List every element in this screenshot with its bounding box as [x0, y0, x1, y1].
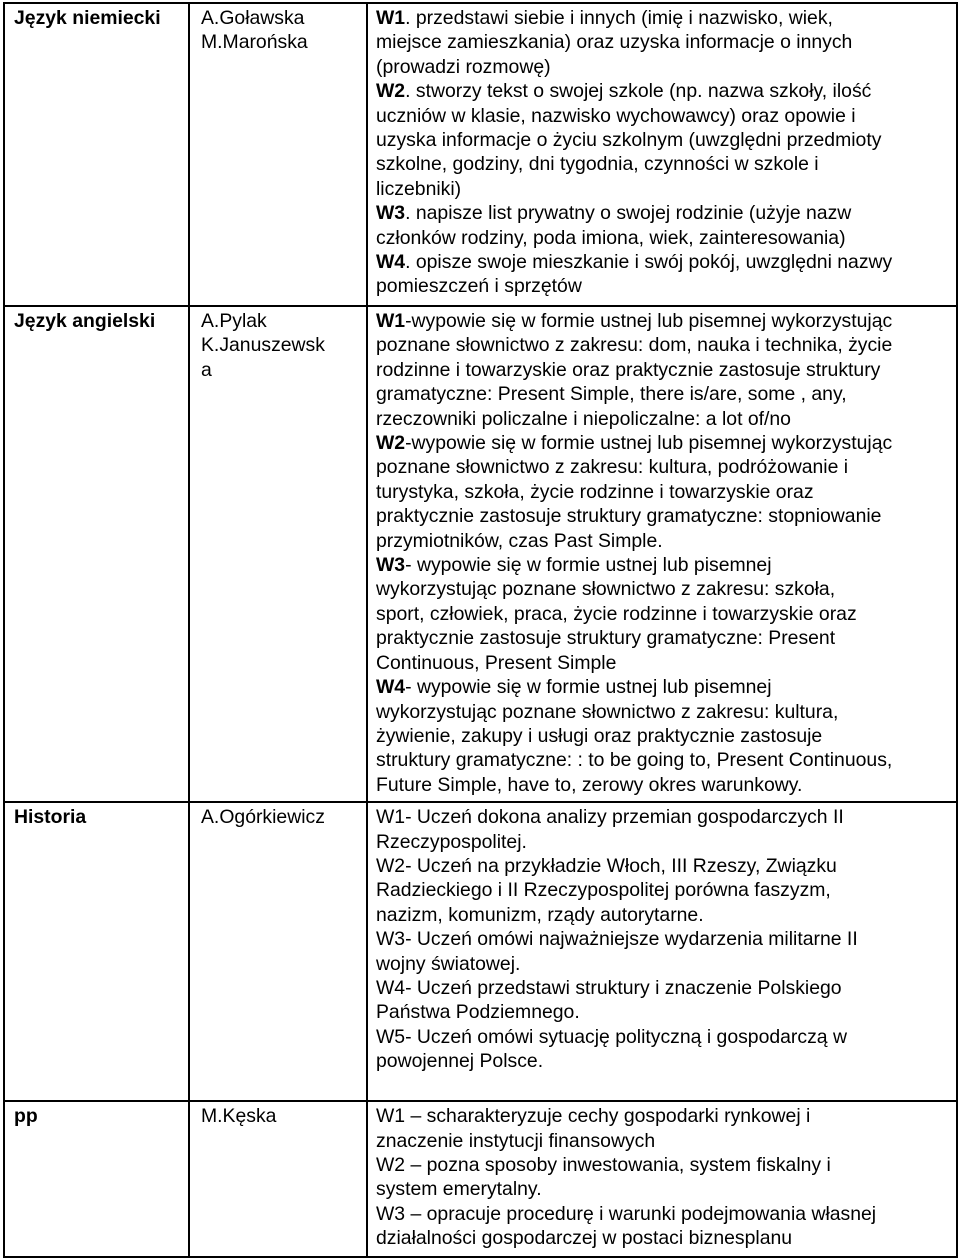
requirement-line	[376, 805, 952, 829]
requirement-line	[376, 226, 952, 250]
table-row	[4, 3, 957, 306]
requirements-cell	[367, 3, 957, 306]
requirement-text: W2 – pozna sposoby inwestowania, system fiskalny i	[376, 1153, 831, 1176]
requirement-code: W4	[376, 676, 406, 699]
requirement-line	[376, 1104, 952, 1128]
requirement-line	[376, 358, 952, 382]
subject-cell: Historia	[4, 802, 189, 1101]
teacher-name: A.Pylak	[201, 310, 267, 332]
requirement-line	[376, 201, 952, 225]
teacher-cell	[189, 306, 367, 802]
requirement-line	[376, 1000, 952, 1024]
requirement-line	[376, 553, 952, 577]
teacher-name: K.Januszewsk	[201, 334, 325, 357]
requirement-line	[376, 1226, 952, 1250]
requirement-line	[376, 626, 952, 650]
requirement-text: system emerytalny.	[376, 1178, 542, 1201]
requirement-text: - wypowie się w formie ustnej lub pisemnej	[405, 554, 772, 577]
teacher-name: A.Ogórkiewicz	[201, 806, 325, 829]
teacher-cell	[189, 802, 367, 1101]
requirement-text: nazizm, komunizm, rządy autorytarne.	[376, 903, 704, 926]
requirement-line	[376, 79, 952, 103]
requirement-text: praktycznie zastosuje struktury gramatyczne: Present	[376, 627, 836, 650]
requirement-text: pomieszczeń i sprzętów	[376, 275, 582, 298]
requirement-text: Rzeczypospolitej.	[376, 830, 527, 853]
requirement-text: żywienie, zakupy i usługi oraz praktycznie zastosuje	[376, 724, 823, 747]
requirement-text: W1- Uczeń dokona analizy przemian gospodarczych II	[376, 806, 844, 829]
requirement-code: W2	[376, 432, 406, 455]
requirement-code: W1	[376, 7, 406, 29]
requirement-text: Future Simple, have to, zerowy okres warunkowy.	[376, 773, 803, 796]
requirement-line	[376, 976, 952, 1000]
requirement-text: liczebniki)	[376, 177, 462, 200]
requirement-line	[376, 274, 952, 298]
requirement-code: W4	[376, 251, 406, 274]
requirement-text: W1 – scharakteryzuje cechy gospodarki rynkowej i	[376, 1105, 811, 1128]
requirement-text: Radzieckiego i II Rzeczypospolitej porówna faszyzm,	[376, 879, 831, 902]
requirement-text: rodzinne i towarzyskie oraz praktycznie zastosuje struktury	[376, 358, 881, 381]
requirement-line	[376, 55, 952, 79]
requirement-text: znaczenie instytucji finansowych	[376, 1129, 656, 1152]
requirement-line	[376, 480, 952, 504]
requirement-text: przymiotników, czas Past Simple.	[376, 529, 663, 552]
requirement-text: W3 – opracuje procedurę i warunki podejmowania własnej	[376, 1202, 877, 1225]
curriculum-table	[3, 2, 958, 1258]
requirement-line	[376, 878, 952, 902]
requirement-code: W3	[376, 202, 406, 225]
requirement-text: - wypowie się w formie ustnej lub pisemnej	[405, 676, 772, 699]
requirement-line	[376, 1049, 952, 1073]
requirement-text: struktury gramatyczne: : to be going to, Present Continuous,	[376, 749, 893, 772]
requirement-text: działalności gospodarczej w postaci biznesplanu	[376, 1227, 793, 1250]
requirement-line	[376, 333, 952, 357]
requirement-text: Państwa Podziemnego.	[376, 1001, 580, 1024]
teacher-name: M.Marońska	[201, 31, 308, 54]
requirement-line	[376, 602, 952, 626]
requirement-text: rzeczowniki policzalne i niepoliczalne: a lot of/no	[376, 407, 791, 430]
table-row	[4, 306, 957, 802]
subject-cell: Język angielski	[4, 306, 189, 802]
teacher-name: A.Goławska	[201, 7, 305, 29]
requirement-line	[376, 651, 952, 675]
requirement-text: Continuous, Present Simple	[376, 651, 617, 674]
teacher-name: M.Kęska	[201, 1105, 277, 1128]
requirement-text: . stworzy tekst o swojej szkole (np. nazwa szkoły, ilość	[405, 80, 872, 103]
requirement-line	[376, 6, 952, 30]
table-row	[4, 1101, 957, 1257]
requirement-line	[376, 675, 952, 699]
curriculum-table-body	[4, 3, 957, 1257]
requirement-text: członków rodziny, poda imiona, wiek, zainteresowania)	[376, 226, 846, 249]
requirement-line	[376, 724, 952, 748]
requirement-line	[376, 830, 952, 854]
requirement-line	[376, 309, 952, 333]
requirement-code: W1	[376, 310, 406, 332]
subject-cell: pp	[4, 1101, 189, 1257]
requirement-line	[376, 577, 952, 601]
requirement-text: W2- Uczeń na przykładzie Włoch, III Rzeszy, Związku	[376, 854, 837, 877]
requirement-line	[376, 1202, 952, 1226]
requirement-text: miejsce zamieszkania) oraz uzyska informacje o innych	[376, 31, 853, 54]
requirement-text: W5- Uczeń omówi sytuację polityczną i gospodarczą w	[376, 1025, 847, 1048]
requirement-line	[376, 407, 952, 431]
requirement-text: uzyska informacje o życiu szkolnym (uwzględni przedmioty	[376, 129, 882, 152]
requirement-line	[376, 700, 952, 724]
requirement-text: . napisze list prywatny o swojej rodzinie (użyje nazw	[405, 202, 852, 225]
requirement-text: wojny światowej.	[376, 952, 521, 975]
requirement-line	[376, 128, 952, 152]
requirement-text: . przedstawi siebie i innych (imię i nazwisko, wiek,	[405, 7, 833, 29]
requirements-cell	[367, 1101, 957, 1257]
requirement-text: wykorzystując poznane słownictwo z zakresu: kultura,	[376, 700, 839, 723]
requirement-line	[376, 30, 952, 54]
requirement-line	[376, 504, 952, 528]
requirement-line	[376, 382, 952, 406]
requirement-text: W4- Uczeń przedstawi struktury i znaczenie Polskiego	[376, 976, 842, 999]
teacher-cell	[189, 3, 367, 306]
requirement-text: powojennej Polsce.	[376, 1050, 544, 1073]
teacher-name: a	[201, 358, 212, 381]
requirement-text: szkolne, godziny, dni tygodnia, czynności w szkole i	[376, 153, 819, 176]
requirement-line	[376, 952, 952, 976]
requirement-line	[376, 1177, 952, 1201]
requirement-line	[376, 927, 952, 951]
requirement-code: W3	[376, 554, 406, 577]
requirement-line	[376, 903, 952, 927]
requirement-text: -wypowie się w formie ustnej lub pisemnej wykorzystując	[405, 432, 893, 455]
requirement-line	[376, 854, 952, 878]
requirement-text: . opisze swoje mieszkanie i swój pokój, uwzględni nazwy	[405, 251, 893, 274]
requirement-line	[376, 1025, 952, 1049]
requirement-line	[376, 152, 952, 176]
requirements-cell	[367, 306, 957, 802]
requirement-text: praktycznie zastosuje struktury gramatyczne: stopniowanie	[376, 505, 882, 528]
requirement-line	[376, 104, 952, 128]
requirements-cell	[367, 802, 957, 1101]
requirement-line	[376, 177, 952, 201]
requirement-text: poznane słownictwo z zakresu: dom, nauka i technika, życie	[376, 334, 893, 357]
requirement-line	[376, 250, 952, 274]
requirement-text: (prowadzi rozmowę)	[376, 55, 551, 78]
requirement-text: uczniów w klasie, nazwisko wychowawcy) oraz opowie i	[376, 104, 856, 127]
teacher-cell	[189, 1101, 367, 1257]
requirement-text: -wypowie się w formie ustnej lub pisemnej wykorzystując	[405, 310, 893, 332]
requirement-text: turystyka, szkoła, życie rodzinne i towarzyskie oraz	[376, 480, 814, 503]
requirement-line	[376, 748, 952, 772]
requirement-line	[376, 773, 952, 797]
requirement-text: sport, człowiek, praca, życie rodzinne i towarzyskie oraz	[376, 602, 857, 625]
requirement-line	[376, 431, 952, 455]
requirement-text: wykorzystując poznane słownictwo z zakresu: szkoła,	[376, 578, 836, 601]
requirement-text: poznane słownictwo z zakresu: kultura, podróżowanie i	[376, 456, 849, 479]
requirement-line	[376, 529, 952, 553]
requirement-text: W3- Uczeń omówi najważniejsze wydarzenia militarne II	[376, 928, 858, 951]
requirement-line	[376, 455, 952, 479]
requirement-line	[376, 1129, 952, 1153]
requirement-text: gramatyczne: Present Simple, there is/are, some , any,	[376, 383, 847, 406]
requirement-line	[376, 1153, 952, 1177]
table-row	[4, 802, 957, 1101]
subject-cell: Język niemiecki	[4, 3, 189, 306]
requirement-code: W2	[376, 80, 406, 103]
